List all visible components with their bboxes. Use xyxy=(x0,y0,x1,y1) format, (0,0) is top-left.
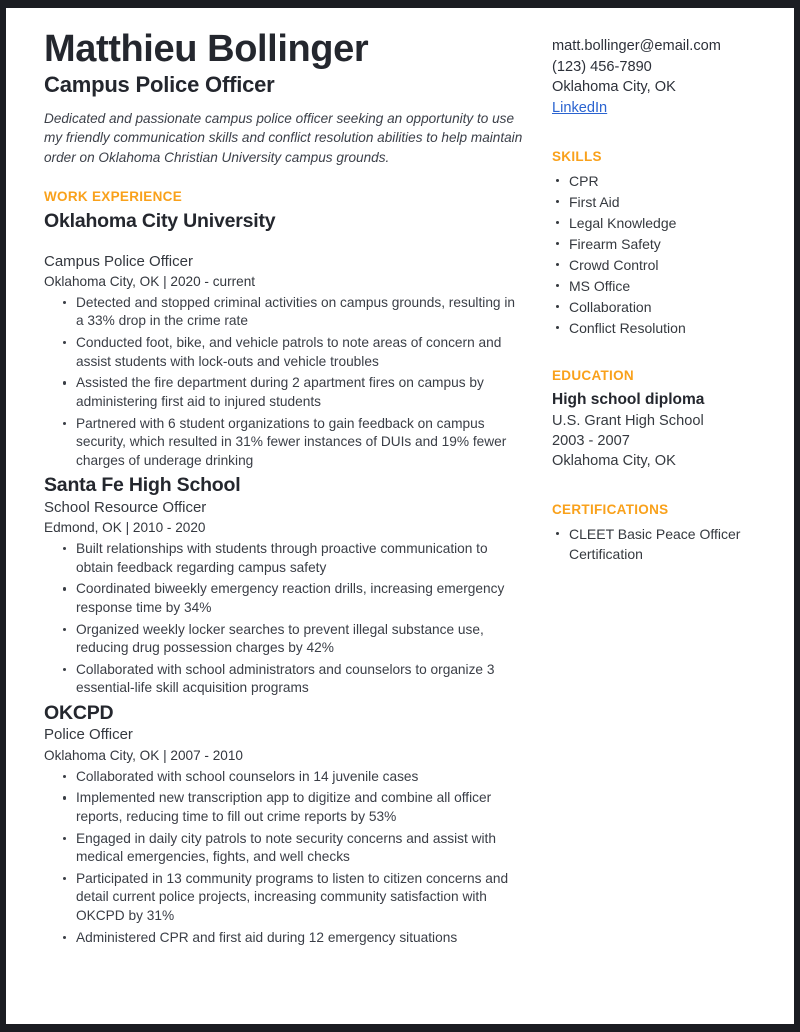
role-meta: Edmond, OK | 2010 - 2020 xyxy=(44,520,206,536)
work-role-block xyxy=(44,252,526,471)
page-title: Matthieu Bollinger xyxy=(44,28,369,70)
role-bullet-list xyxy=(44,540,526,698)
list-item: Built relationships with students through proactive communication to obtain feedback regarding campus safety xyxy=(63,540,526,577)
list-item: Coordinated biweekly emergency reaction drills, increasing emergency response time by 34% xyxy=(63,580,526,617)
list-item: CLEET Basic Peace Officer Certification xyxy=(552,524,760,564)
role-bullet-list xyxy=(44,768,526,948)
list-item: Engaged in daily city patrols to note security concerns and assist with medical emergencies, fights, and well checks xyxy=(63,830,526,867)
contact-email: matt.bollinger@email.com xyxy=(552,38,721,54)
section-header-work-experience: WORK EXPERIENCE xyxy=(44,189,183,205)
certifications-block xyxy=(552,502,760,564)
list-item: Collaboration xyxy=(552,297,760,317)
work-entry xyxy=(44,702,526,947)
company-name: Santa Fe High School xyxy=(44,474,241,497)
contact-location: Oklahoma City, OK xyxy=(552,79,676,96)
list-item: Firearm Safety xyxy=(552,234,760,254)
contact-phone: (123) 456-7890 xyxy=(552,58,652,75)
list-item: Administered CPR and first aid during 12 emergency situations xyxy=(63,929,526,948)
list-item: Participated in 13 community programs to listen to citizen concerns and detail current police projects, increasing community satisfaction with OKCPD by 31% xyxy=(63,870,526,926)
contact-block xyxy=(552,36,760,119)
skills-block xyxy=(552,149,760,338)
education-years: 2003 - 2007 xyxy=(552,433,630,450)
list-item: Conducted foot, bike, and vehicle patrols to note areas of concern and assist students with lock-outs and vehicle troubles xyxy=(63,334,526,371)
section-header-skills: SKILLS xyxy=(552,148,602,164)
section-header-education: EDUCATION xyxy=(552,368,634,383)
role-meta: Oklahoma City, OK | 2020 - current xyxy=(44,274,256,290)
education-block xyxy=(552,368,760,472)
skills-list xyxy=(552,171,760,338)
linkedin-link[interactable]: LinkedIn xyxy=(552,100,608,117)
work-role-block xyxy=(44,725,526,947)
role-title: Campus Police Officer xyxy=(44,252,193,270)
education-degree: High school diploma xyxy=(552,391,705,408)
work-entry xyxy=(44,474,526,698)
list-item: Collaborated with school counselors in 14 juvenile cases xyxy=(63,768,526,787)
list-item: First Aid xyxy=(552,192,760,212)
role-bullet-list xyxy=(44,294,526,471)
education-school: U.S. Grant High School xyxy=(552,413,704,430)
company-name: OKCPD xyxy=(44,702,114,725)
list-item: CPR xyxy=(552,171,760,191)
professional-summary: Dedicated and passionate campus police officer seeking an opportunity to use my friendly communication skills and conflict resolution abilities to help maintain order on Oklahoma Christian University campus grounds. xyxy=(44,110,523,165)
list-item: Conflict Resolution xyxy=(552,318,760,338)
section-header-certifications: CERTIFICATIONS xyxy=(552,501,669,517)
company-name: Oklahoma City University xyxy=(44,210,276,233)
headline-job-title: Campus Police Officer xyxy=(44,71,275,97)
list-item: Organized weekly locker searches to prevent illegal substance use, reducing drug possession charges by 42% xyxy=(63,621,526,658)
resume-main-column xyxy=(44,30,544,1024)
list-item: Legal Knowledge xyxy=(552,213,760,233)
work-role-block xyxy=(44,498,526,698)
list-item: Crowd Control xyxy=(552,255,760,275)
education-location: Oklahoma City, OK xyxy=(552,453,676,470)
resume-page xyxy=(6,8,794,1024)
list-item: Implemented new transcription app to digitize and combine all officer reports, reducing time to fill out crime reports by 53% xyxy=(63,789,526,826)
list-item: MS Office xyxy=(552,276,760,296)
role-meta: Oklahoma City, OK | 2007 - 2010 xyxy=(44,747,243,763)
list-item: Detected and stopped criminal activities on campus grounds, resulting in a 33% drop in the crime rate xyxy=(63,294,526,331)
certifications-list xyxy=(552,524,760,564)
list-item: Assisted the fire department during 2 apartment fires on campus by administering first aid to injured students xyxy=(63,374,526,411)
list-item: Collaborated with school administrators and counselors to organize 3 essential-life skill acquisition programs xyxy=(63,661,526,698)
role-title: School Resource Officer xyxy=(44,498,207,516)
resume-side-column xyxy=(544,30,760,1024)
list-item: Partnered with 6 student organizations to gain feedback on campus security, which resulted in 31% fewer instances of DUIs and 19% fewer charges of underage drinking xyxy=(63,415,526,471)
work-entry xyxy=(44,210,526,470)
role-title: Police Officer xyxy=(44,726,133,744)
